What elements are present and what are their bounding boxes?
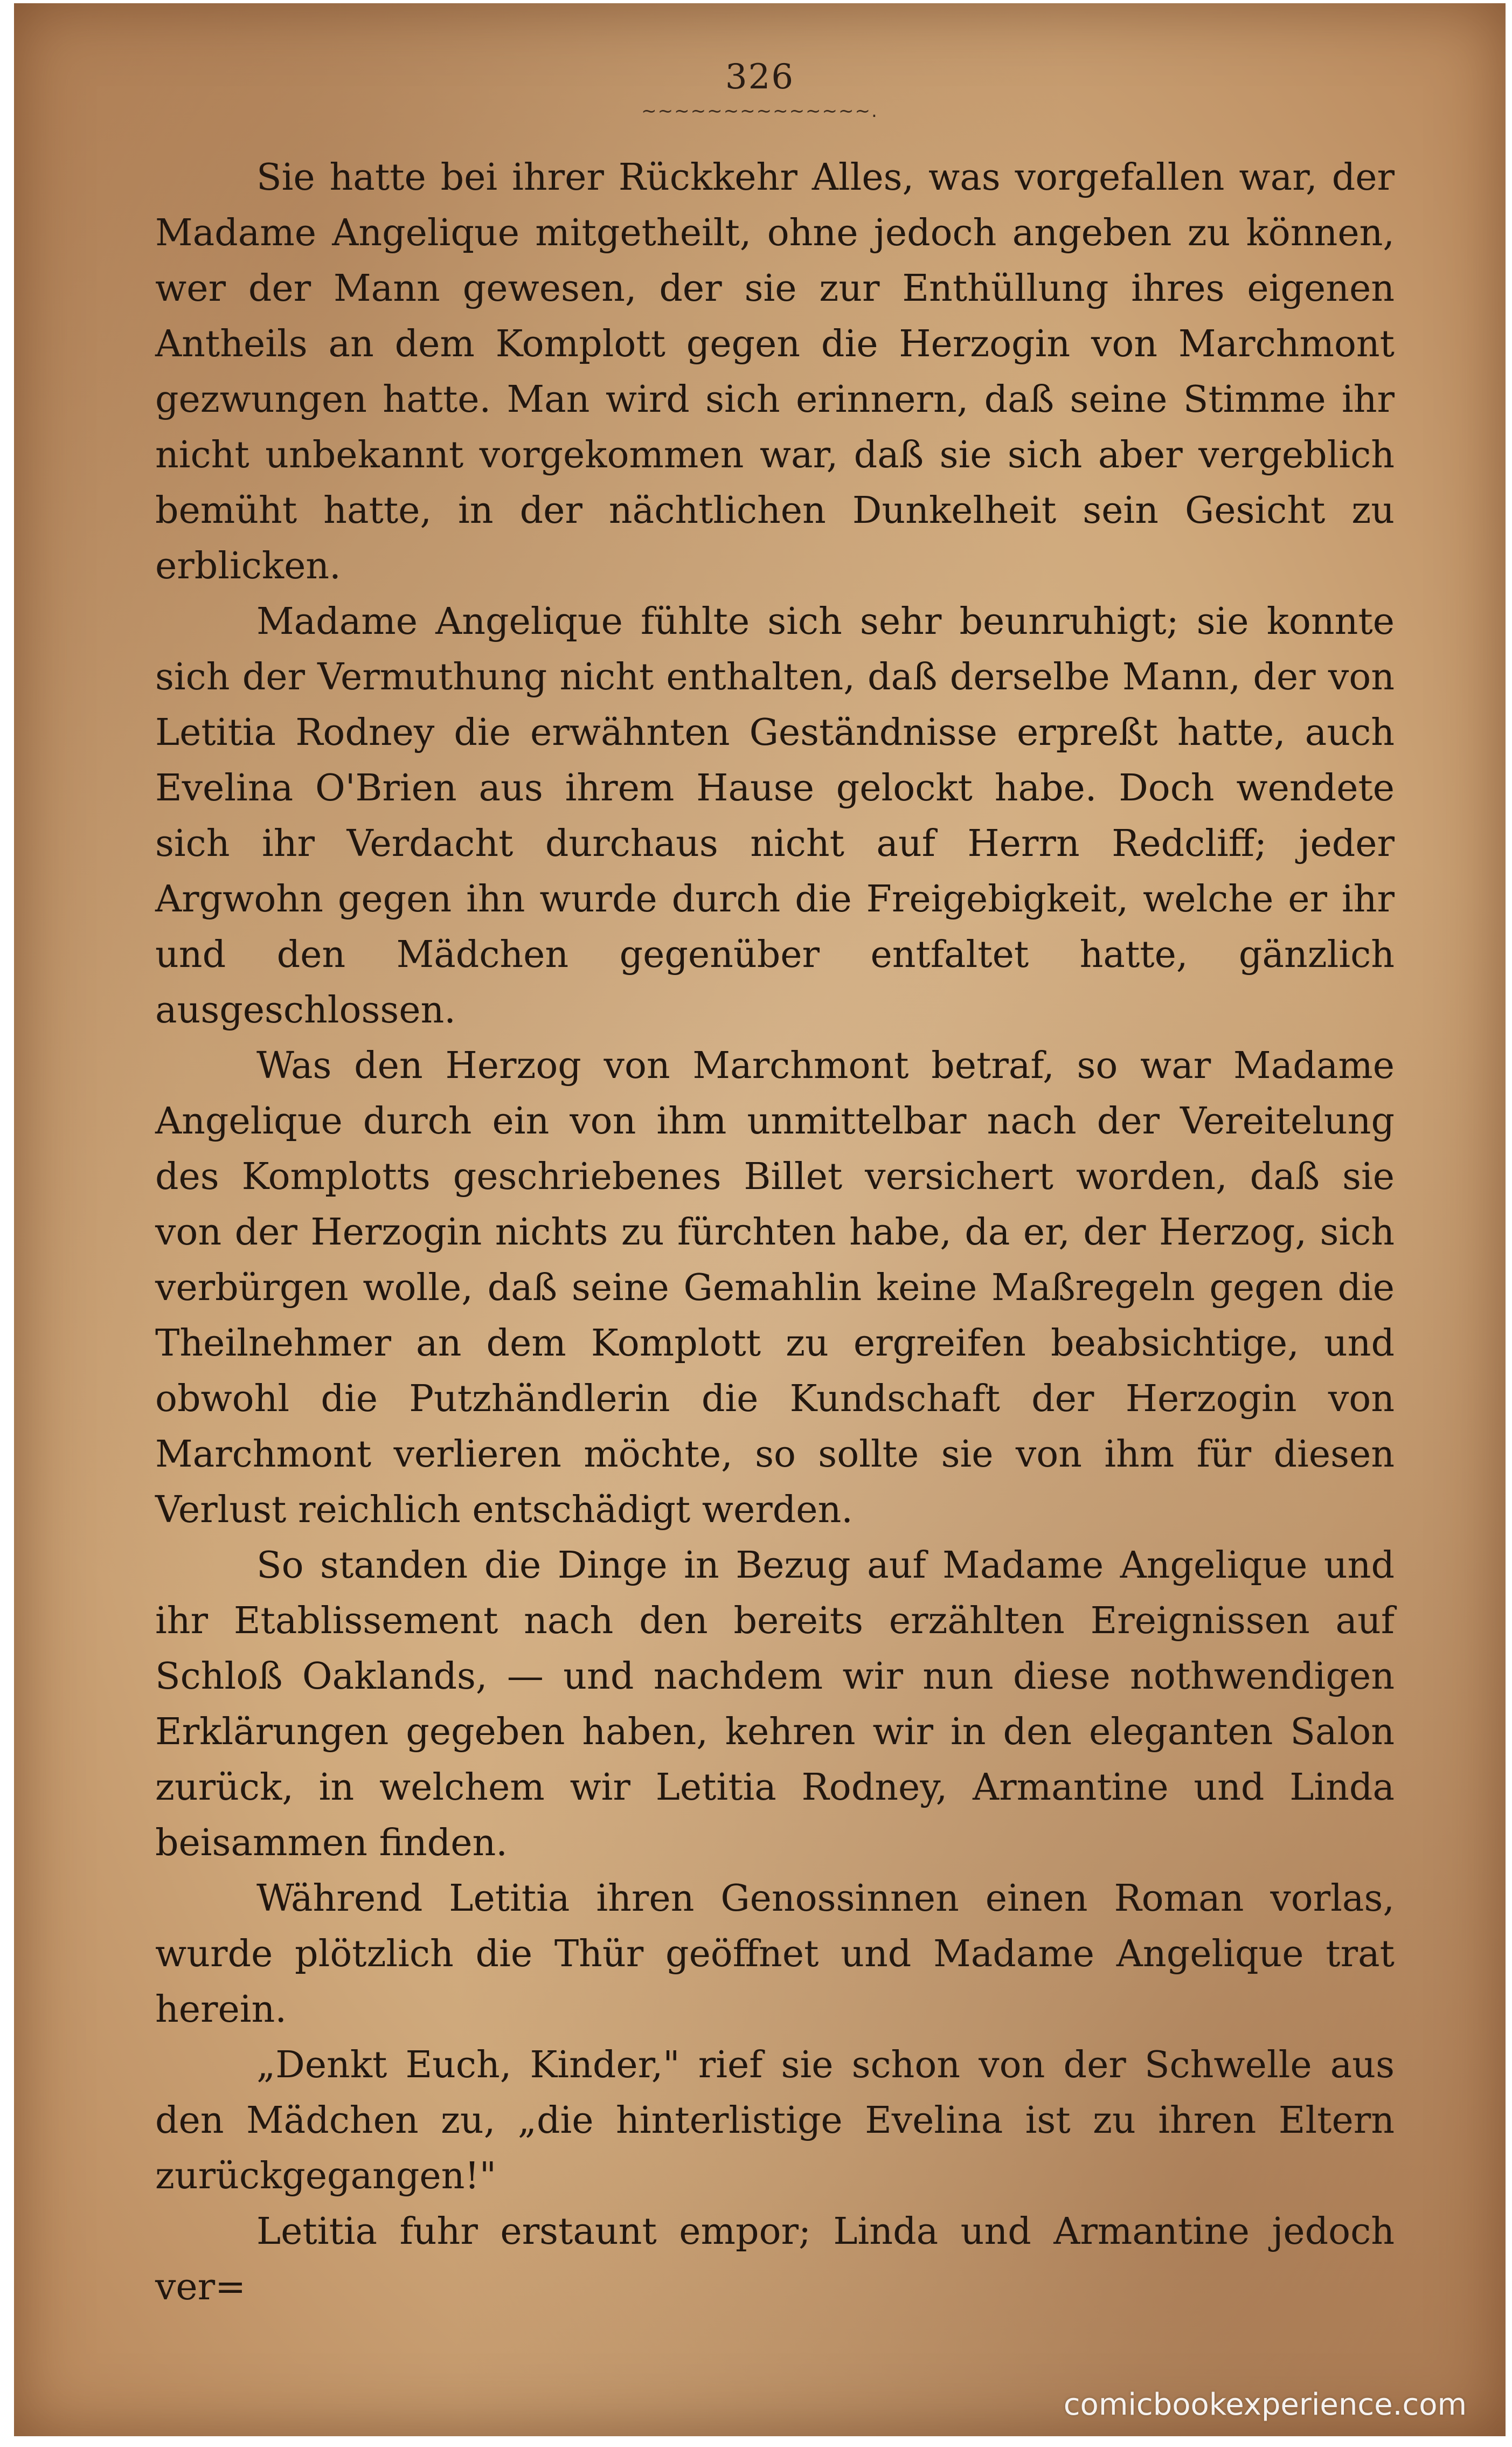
paragraph: Madame Angelique fühlte sich sehr beunruhigt; sie konnte sich der Vermuthung nicht enthalten, daß derselbe Mann, der von Letitia Rodney die erwähnten Geständnisse erpreßt hatte, auch Evelina O'Brien aus ihrem Hause gelockt habe. Doch wendete sich ihr Verdacht durchaus nicht auf Herrn Redcliff; jeder Argwohn gegen ihn wurde durch die Freigebigkeit, welche er ihr und den Mädchen gegenüber entfaltet hatte, gänzlich ausgeschlossen. <box>155 600 1395 1032</box>
paragraph: Sie hatte bei ihrer Rückkehr Alles, was vorgefallen war, der Madame Angelique mitgetheilt, ohne jedoch angeben zu können, wer der Mann gewesen, der sie zur Enthüllung ihres eigenen Antheils an dem Komplott gegen die Herzogin von Marchmont gezwungen hatte. Man wird sich erinnern, daß seine Stimme ihr nicht unbekannt vorgekommen war, daß sie sich aber vergeblich bemüht hatte, in der nächtlichen Dunkelheit sein Gesicht zu erblicken. <box>155 156 1395 587</box>
body-text <box>155 150 1395 2315</box>
paragraph: Letitia fuhr erstaunt empor; Linda und Armantine jedoch ver= <box>155 2210 1395 2308</box>
watermark: comicbookexperience.com <box>1063 2387 1467 2422</box>
book-page <box>14 3 1506 2436</box>
paragraph: „Denkt Euch, Kinder," rief sie schon von der Schwelle aus den Mädchen zu, „die hinterlistige Evelina ist zu ihren Eltern zurückgegangen!" <box>155 2044 1395 2197</box>
paragraph: Was den Herzog von Marchmont betraf, so war Madame Angelique durch ein von ihm unmittelbar nach der Vereitelung des Komplotts geschriebenes Billet versichert worden, daß sie von der Herzogin nichts zu fürchten habe, da er, der Herzog, sich verbürgen wolle, daß seine Gemahlin keine Maßregeln gegen die Theilnehmer an dem Komplott zu ergreifen beabsichtige, und obwohl die Putzhändlerin die Kundschaft der Herzogin von Marchmont verlieren möchte, so sollte sie von ihm für diesen Verlust reichlich entschädigt werden. <box>155 1045 1395 1531</box>
page-number: 326 <box>725 57 795 97</box>
paragraph: So standen die Dinge in Bezug auf Madame Angelique und ihr Etablissement nach den bereits erzählten Ereignissen auf Schloß Oaklands, — und nachdem wir nun diese nothwendigen Erklärungen gegeben haben, kehren wir in den eleganten Salon zurück, in welchem wir Letitia Rodney, Armantine und Linda beisammen finden. <box>155 1544 1395 1864</box>
paragraph: Während Letitia ihren Genossinnen einen Roman vorlas, wurde plötzlich die Thür geöffnet und Madame Angelique trat herein. <box>155 1877 1395 2031</box>
page-number-ornament: ~~~~~~~~~~~~~~. <box>641 100 878 122</box>
